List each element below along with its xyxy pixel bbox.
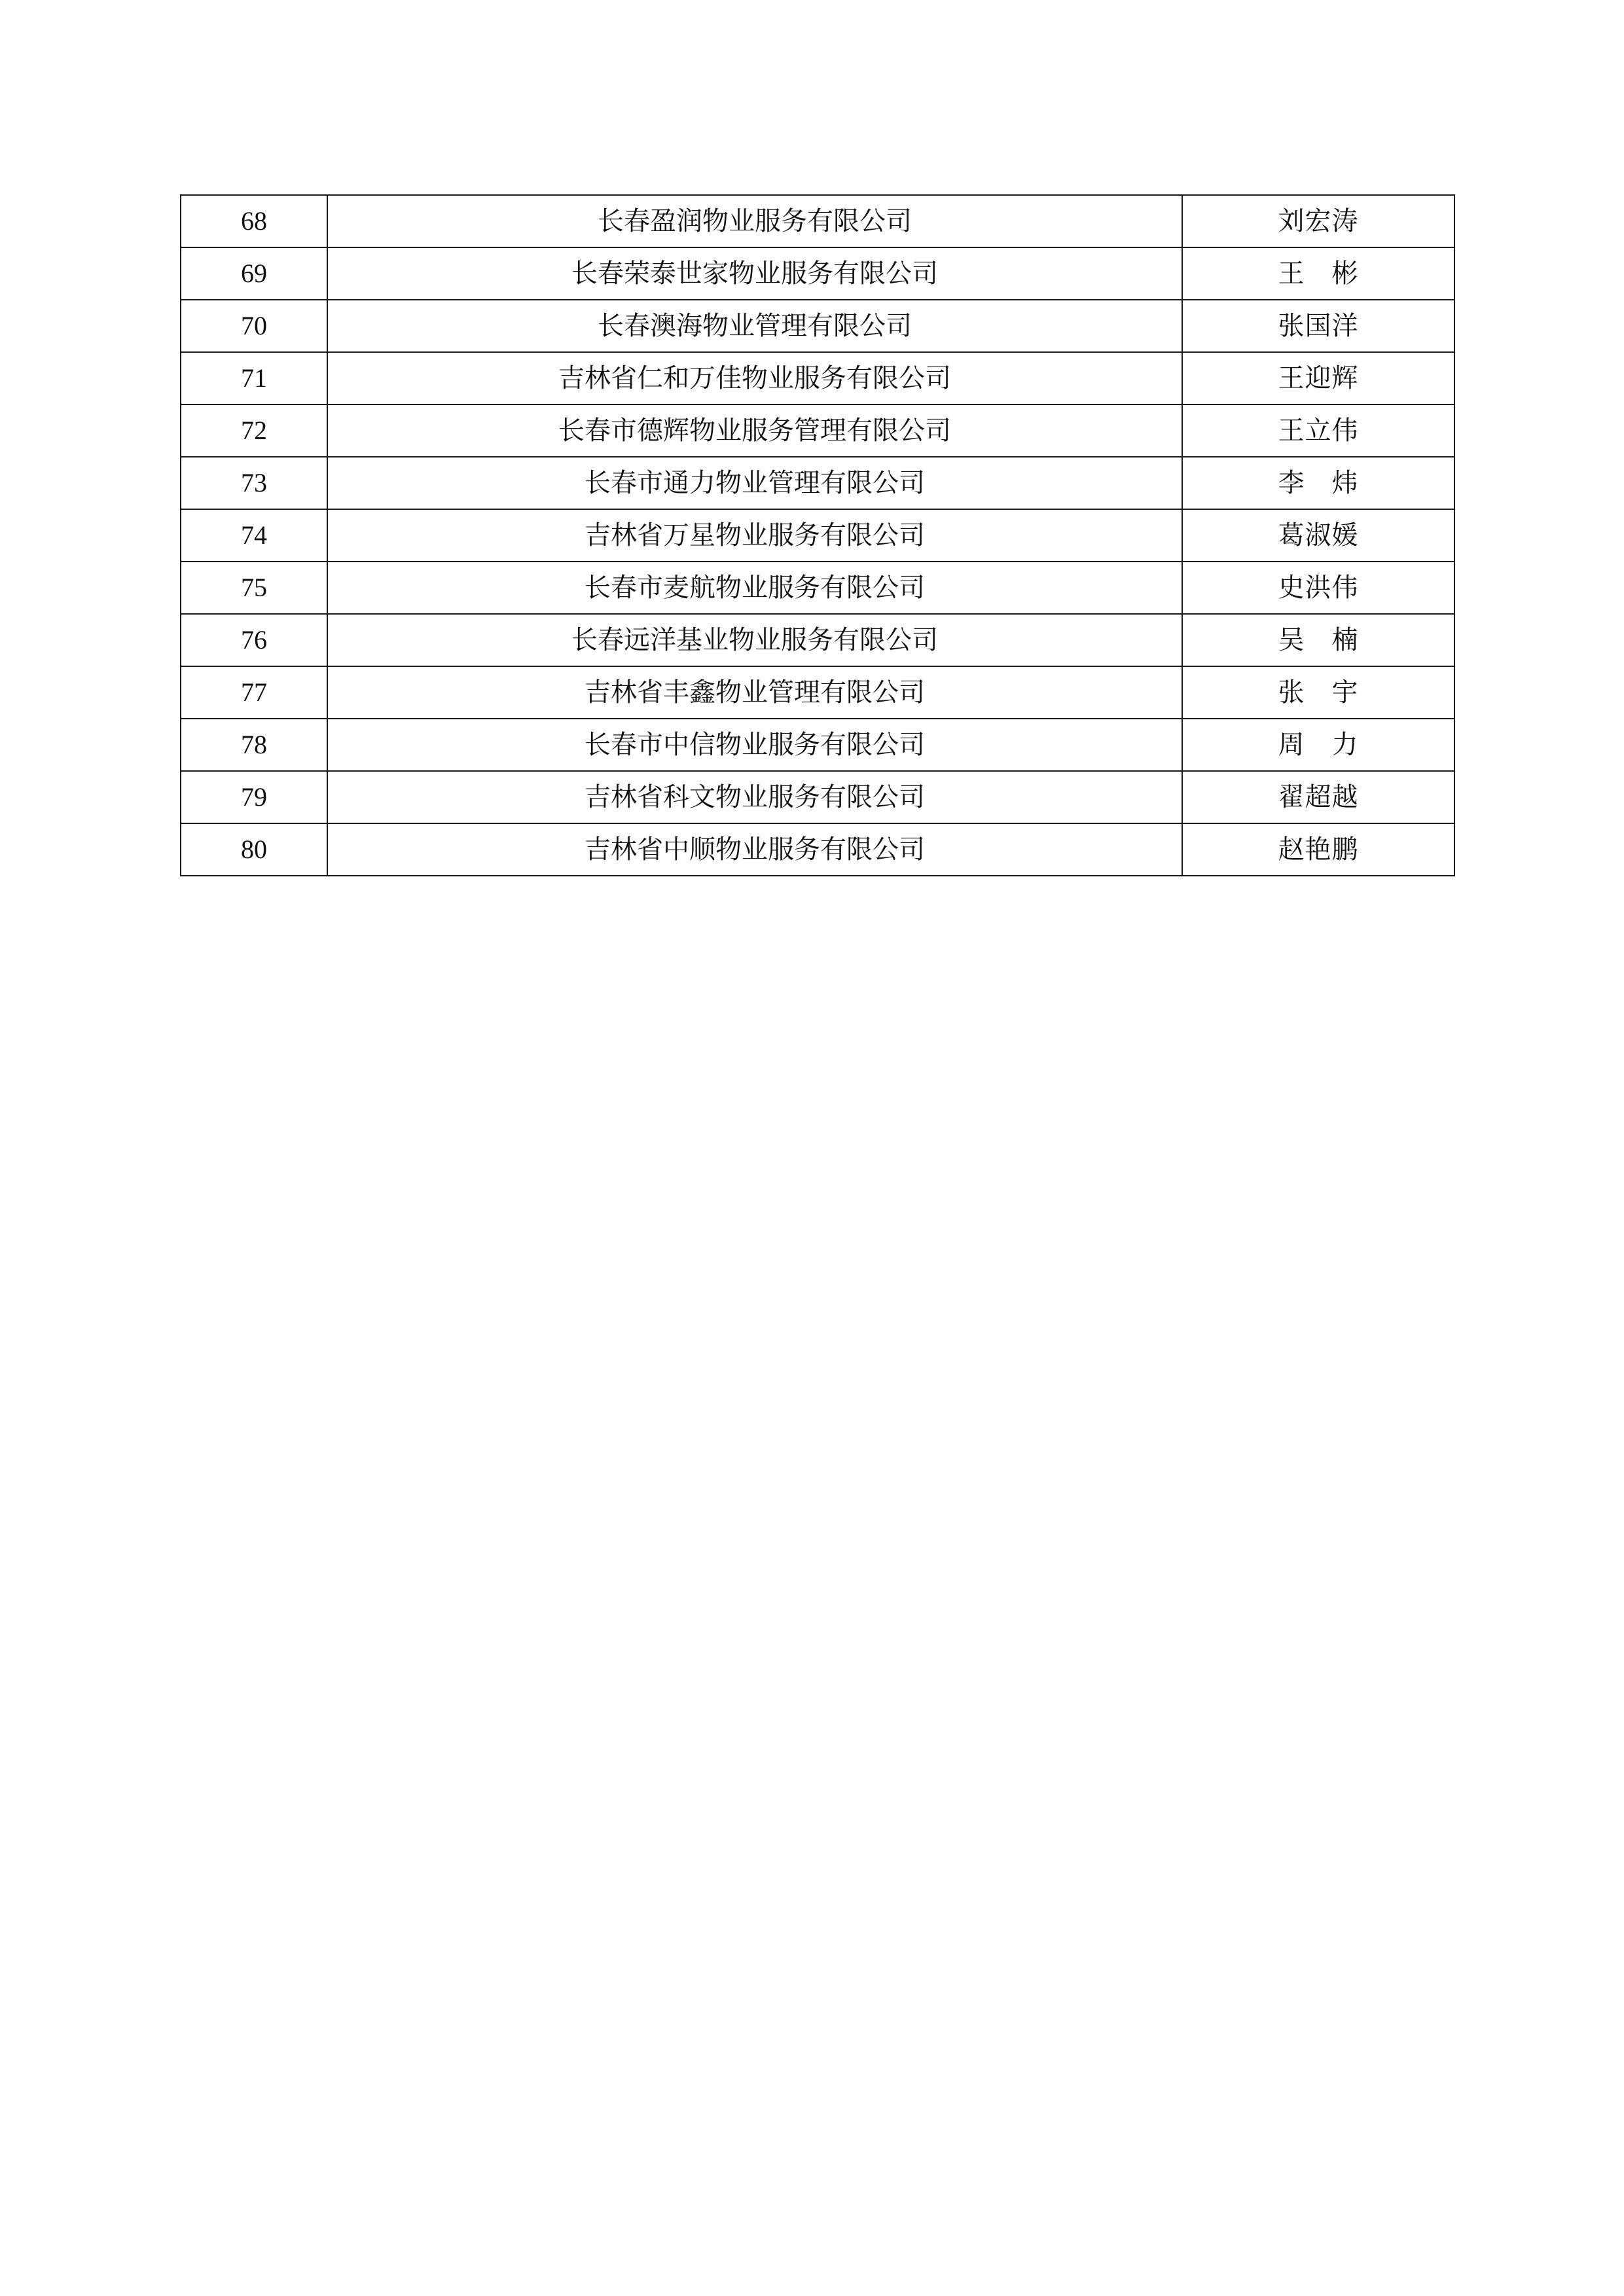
contact-person: 李 炜 [1182, 457, 1454, 509]
row-number: 68 [181, 195, 327, 247]
table-row [181, 300, 1454, 352]
contact-person: 张国洋 [1182, 300, 1454, 352]
company-list-table [180, 194, 1455, 876]
row-number: 75 [181, 562, 327, 614]
table-row [181, 719, 1454, 771]
table-row [181, 509, 1454, 562]
row-number: 76 [181, 614, 327, 666]
table-row [181, 195, 1454, 247]
row-number: 73 [181, 457, 327, 509]
row-number: 74 [181, 509, 327, 562]
company-name: 长春盈润物业服务有限公司 [327, 195, 1182, 247]
row-number: 72 [181, 404, 327, 457]
company-name: 长春市中信物业服务有限公司 [327, 719, 1182, 771]
table-row [181, 771, 1454, 823]
table-row [181, 404, 1454, 457]
row-number: 79 [181, 771, 327, 823]
contact-person: 周 力 [1182, 719, 1454, 771]
company-name: 长春市德辉物业服务管理有限公司 [327, 404, 1182, 457]
company-name: 长春荣泰世家物业服务有限公司 [327, 247, 1182, 300]
company-name: 长春市麦航物业服务有限公司 [327, 562, 1182, 614]
row-number: 70 [181, 300, 327, 352]
company-name: 吉林省科文物业服务有限公司 [327, 771, 1182, 823]
contact-person: 刘宏涛 [1182, 195, 1454, 247]
contact-person: 葛淑媛 [1182, 509, 1454, 562]
company-name: 长春澳海物业管理有限公司 [327, 300, 1182, 352]
contact-person: 王迎辉 [1182, 352, 1454, 404]
contact-person: 王 彬 [1182, 247, 1454, 300]
contact-person: 张 宇 [1182, 666, 1454, 719]
table-row [181, 666, 1454, 719]
table-row [181, 352, 1454, 404]
company-name: 吉林省万星物业服务有限公司 [327, 509, 1182, 562]
table-row [181, 457, 1454, 509]
table-row [181, 614, 1454, 666]
row-number: 69 [181, 247, 327, 300]
contact-person: 赵艳鹏 [1182, 823, 1454, 876]
contact-person: 王立伟 [1182, 404, 1454, 457]
company-name: 吉林省丰鑫物业管理有限公司 [327, 666, 1182, 719]
company-name: 吉林省中顺物业服务有限公司 [327, 823, 1182, 876]
row-number: 71 [181, 352, 327, 404]
row-number: 80 [181, 823, 327, 876]
company-name: 长春市通力物业管理有限公司 [327, 457, 1182, 509]
table-row [181, 562, 1454, 614]
contact-person: 史洪伟 [1182, 562, 1454, 614]
contact-person: 吴 楠 [1182, 614, 1454, 666]
table-row [181, 247, 1454, 300]
company-name: 吉林省仁和万佳物业服务有限公司 [327, 352, 1182, 404]
row-number: 77 [181, 666, 327, 719]
table-row [181, 823, 1454, 876]
row-number: 78 [181, 719, 327, 771]
company-name: 长春远洋基业物业服务有限公司 [327, 614, 1182, 666]
contact-person: 翟超越 [1182, 771, 1454, 823]
